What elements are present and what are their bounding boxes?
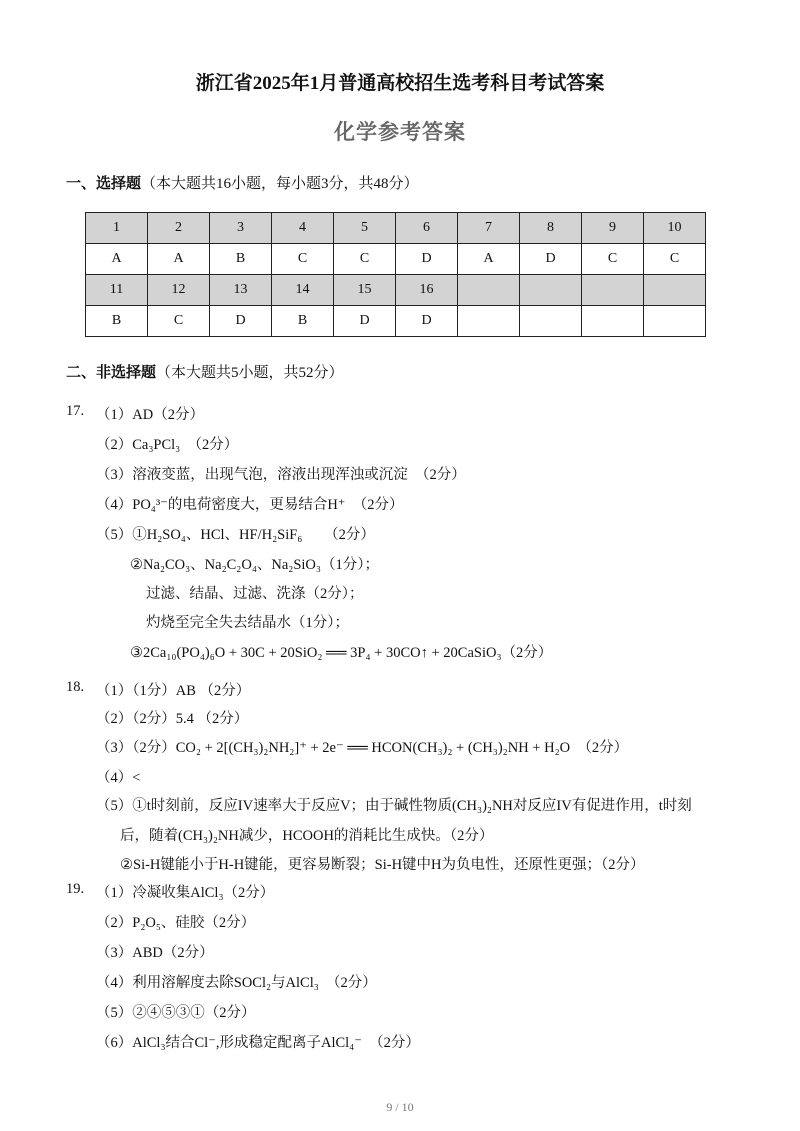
question-number-cell: 11 bbox=[86, 275, 148, 306]
question-number-cell: 13 bbox=[210, 275, 272, 306]
section-2-heading bbox=[66, 361, 344, 382]
question-number-cell bbox=[520, 275, 582, 306]
question-number-cell: 2 bbox=[148, 213, 210, 244]
answer-cell bbox=[582, 306, 644, 337]
section-2-note: （本大题共5小题，共52分） bbox=[156, 365, 344, 381]
question-number-cell: 16 bbox=[396, 275, 458, 306]
question-number-cell: 7 bbox=[458, 213, 520, 244]
answer-cell: B bbox=[272, 306, 334, 337]
q19-line: （2）P₂O₅、硅胶（2分） bbox=[96, 915, 256, 931]
question-number-cell: 9 bbox=[582, 213, 644, 244]
q18-line: ②Si-H键能小于H-H键能，更容易断裂；Si-H键中H为负电性，还原性更强；（2分） bbox=[120, 857, 645, 873]
answer-cell: B bbox=[210, 244, 272, 275]
question-number-row bbox=[86, 275, 706, 306]
answer-cell bbox=[458, 306, 520, 337]
answer-cell: D bbox=[210, 306, 272, 337]
answer-row bbox=[86, 306, 706, 337]
answer-row bbox=[86, 244, 706, 275]
answer-cell bbox=[644, 306, 706, 337]
q18-line: （4）< bbox=[96, 770, 141, 786]
answer-cell: C bbox=[582, 244, 644, 275]
q18-line: 后，随着(CH₃)₂NH减少，HCOOH的消耗比生成快。（2分） bbox=[120, 828, 494, 844]
q17-line: （2）Ca₃PCl₃ （2分） bbox=[96, 437, 239, 453]
section-2-title: 二、非选择题 bbox=[66, 365, 157, 381]
q19-line: （1）冷凝收集AlCl₃（2分） bbox=[96, 885, 275, 901]
section-1-title: 一、选择题 bbox=[66, 176, 142, 192]
section-1-note: （本大题共16小题，每小题3分，共48分） bbox=[141, 176, 419, 192]
q17-line: 过滤、结晶、过滤、洗涤（2分）； bbox=[146, 586, 364, 602]
question-number-cell: 15 bbox=[334, 275, 396, 306]
answer-cell bbox=[520, 306, 582, 337]
question-number-cell: 5 bbox=[334, 213, 396, 244]
question-number-cell: 6 bbox=[396, 213, 458, 244]
question-number-cell: 3 bbox=[210, 213, 272, 244]
answer-cell: C bbox=[334, 244, 396, 275]
question-number-row bbox=[86, 213, 706, 244]
answer-cell: C bbox=[272, 244, 334, 275]
q17-line: ②Na₂CO₃、Na₂C₂O₄、Na₂SiO₃（1分）； bbox=[130, 557, 379, 573]
question-number-cell: 12 bbox=[148, 275, 210, 306]
question-19-number: 19. bbox=[66, 881, 85, 897]
q17-line: 灼烧至完全失去结晶水（1分）； bbox=[146, 615, 349, 631]
q19-line: （4）利用溶解度去除SOCl₂与AlCl₃ （2分） bbox=[96, 975, 377, 991]
q19-line: （5）②④⑤③①（2分） bbox=[96, 1005, 256, 1021]
page-number: 9 / 10 bbox=[386, 1100, 414, 1114]
document-title: 浙江省2025年1月普通高校招生选考科目考试答案 bbox=[195, 73, 605, 94]
q17-line: （1）AD（2分） bbox=[96, 407, 204, 423]
question-number-cell bbox=[458, 275, 520, 306]
q17-line: ③2Ca₁₀(PO₄)₆O + 30C + 20SiO₂ ══ 3P₄ + 30CO↑ + 20CaSiO₃（2分） bbox=[130, 645, 553, 661]
question-number-cell bbox=[644, 275, 706, 306]
q18-line: （1）（1分）AB （2分） bbox=[96, 683, 251, 699]
question-number-cell bbox=[582, 275, 644, 306]
answer-cell: D bbox=[396, 306, 458, 337]
q18-line: （2）（2分）5.4 （2分） bbox=[96, 711, 249, 727]
answer-cell: C bbox=[148, 306, 210, 337]
answer-cell: D bbox=[520, 244, 582, 275]
q17-line: （5）①H₂SO₄、HCl、HF/H₂SiF₆ （2分） bbox=[96, 527, 375, 543]
section-1-heading bbox=[66, 172, 419, 193]
q18-line: （3）（2分）CO₂ + 2[(CH₃)₂NH₂]⁺ + 2e⁻ ══ HCON(CH₃)₂ + (CH₃)₂NH + H₂O （2分） bbox=[96, 740, 629, 756]
document-subtitle: 化学参考答案 bbox=[334, 120, 466, 144]
q19-line: （6）AlCl₃结合Cl⁻,形成稳定配离子AlCl₄⁻ （2分） bbox=[96, 1035, 420, 1051]
question-number-cell: 1 bbox=[86, 213, 148, 244]
answer-cell: D bbox=[396, 244, 458, 275]
question-number-cell: 14 bbox=[272, 275, 334, 306]
q17-line: （4）PO₄³⁻的电荷密度大，更易结合H⁺ （2分） bbox=[96, 497, 404, 513]
answer-cell: A bbox=[148, 244, 210, 275]
q19-line: （3）ABD（2分） bbox=[96, 945, 214, 961]
answer-cell: D bbox=[334, 306, 396, 337]
question-number-cell: 8 bbox=[520, 213, 582, 244]
q18-line: （5）①t时刻前，反应IV速率大于反应V；由于碱性物质(CH₃)₂NH对反应IV有促进作用，t时刻 bbox=[96, 798, 692, 814]
question-18-number: 18. bbox=[66, 679, 85, 695]
answer-cell: B bbox=[86, 306, 148, 337]
answer-cell: A bbox=[86, 244, 148, 275]
question-number-cell: 10 bbox=[644, 213, 706, 244]
answer-cell: C bbox=[644, 244, 706, 275]
question-number-cell: 4 bbox=[272, 213, 334, 244]
answer-table bbox=[85, 212, 706, 337]
question-17-number: 17. bbox=[66, 403, 85, 419]
q17-line: （3）溶液变蓝，出现气泡，溶液出现浑浊或沉淀 （2分） bbox=[96, 467, 466, 483]
answer-cell: A bbox=[458, 244, 520, 275]
